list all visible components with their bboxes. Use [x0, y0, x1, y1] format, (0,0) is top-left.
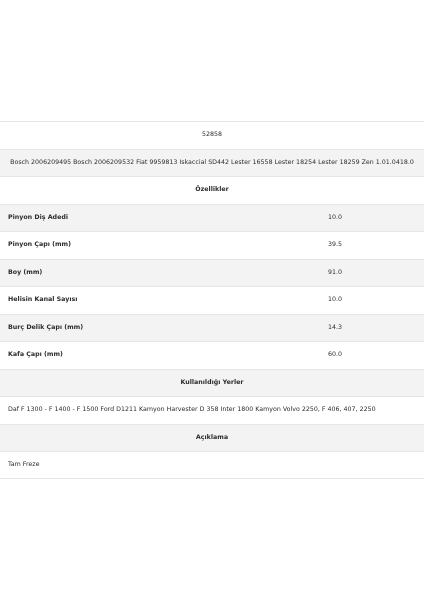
spec-row	[0, 259, 424, 287]
spec-row	[0, 231, 424, 259]
description-text: Tam Freze	[8, 460, 40, 468]
product-code: 52858	[201, 131, 223, 139]
specs-title: Özellikler	[195, 186, 229, 194]
usage-header	[0, 369, 424, 397]
spec-label: Helisin Kanal Sayısı	[8, 296, 78, 304]
specs-header	[0, 176, 424, 204]
spec-label: Boy (mm)	[8, 268, 43, 276]
description-header	[0, 424, 424, 452]
description-row	[0, 451, 424, 479]
spec-row	[0, 286, 424, 314]
spec-value: 14.3	[328, 323, 343, 331]
oem-codes-row	[0, 149, 424, 177]
spec-label: Pinyon Diş Adedi	[8, 213, 69, 221]
usage-text: Daf F 1300 - F 1400 - F 1500 Ford D1211 Kamyon Harvester D 358 Inter 1800 Kamyon Volvo 2250, F 406, 407, 2250	[8, 406, 376, 414]
spec-label: Burç Delik Çapı (mm)	[8, 323, 84, 331]
spec-label: Pinyon Çapı (mm)	[8, 241, 71, 249]
spec-value: 10.0	[328, 213, 343, 221]
usage-row	[0, 396, 424, 424]
spec-value: 60.0	[328, 351, 343, 359]
spec-value: 10.0	[328, 296, 343, 304]
spec-value: 91.0	[328, 268, 343, 276]
oem-codes: Bosch 2006209495 Bosch 2006209532 Fiat 9959813 Iskaccial SD442 Lester 16558 Lester 18254 Lester 18259 Zen 1.01.0418.0	[10, 158, 414, 166]
spec-row	[0, 314, 424, 342]
spec-label: Kafa Çapı (mm)	[8, 351, 63, 359]
spec-row	[0, 341, 424, 369]
spec-row	[0, 204, 424, 232]
product-code-row	[0, 121, 424, 149]
product-info-table	[0, 121, 424, 479]
description-title: Açıklama	[195, 433, 229, 441]
usage-title: Kullanıldığı Yerler	[180, 378, 244, 386]
spec-value: 39.5	[328, 241, 343, 249]
